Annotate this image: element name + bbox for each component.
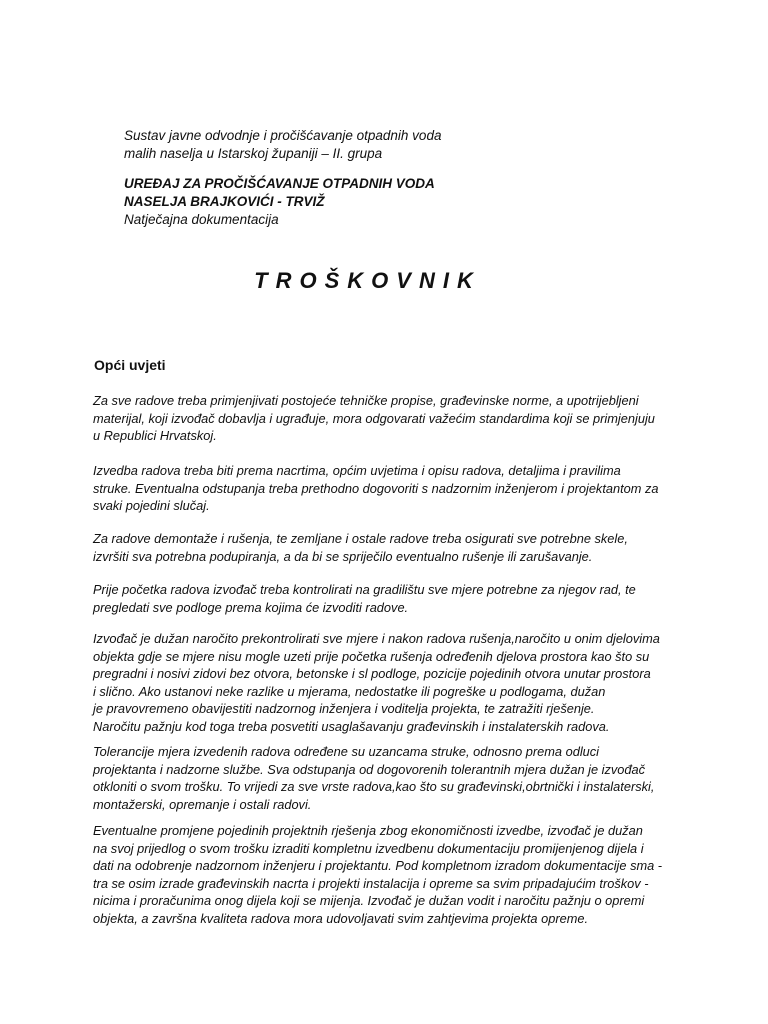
paragraph-line: u Republici Hrvatskoj. (93, 428, 217, 444)
paragraph-line: Za radove demontaže i rušenja, te zemljane i ostale radove treba osigurati sve potrebne skele, (93, 531, 628, 546)
paragraph-line: Izvedba radova treba biti prema nacrtima, općim uvjetima i opisu radova, detaljima i pravilima (93, 463, 621, 478)
facility-name-line-2: NASELJA BRAJKOVIĆI - TRVIŽ (124, 194, 325, 209)
paragraph-line: struke. Eventualna odstupanja treba prethodno dogovoriti s nadzornim inženjerom i projektantom za (93, 480, 659, 496)
paragraph-line: objekta, a završna kvaliteta radova mora udovoljavati svim zahtjevima projekta opreme. (93, 910, 589, 926)
paragraph-line: pregledati sve podloge prema kojima će izvoditi radove. (93, 599, 409, 615)
paragraph-line: otkloniti o svom trošku. To vrijedi za sve vrste radova,kao što su građevinski,obrtnički i instalaterski, (93, 779, 655, 795)
document-type: Natječajna dokumentacija (124, 212, 279, 227)
paragraph-line: objekta gdje se mjere nisu mogle uzeti prije početka rušenja određenih djelova prostora kao što su (93, 648, 650, 664)
paragraph-tolerances (93, 743, 683, 813)
paragraph-line: pregradni i nosivi zidovi bez otvora, betonske i sl podloge, pozicije pojedinih otvora unutar prostora (93, 666, 651, 682)
paragraph-line: svaki pojedini slučaj. (93, 498, 210, 514)
paragraph-execution (93, 462, 683, 515)
paragraph-measurements (93, 630, 683, 736)
project-name-line-2: malih naselja u Istarskoj županiji – II. grupa (124, 146, 383, 161)
document-header (124, 127, 544, 229)
project-name-line-1: Sustav javne odvodnje i pročišćavanje otpadnih voda (124, 128, 442, 143)
paragraph-line: projektanta i nadzorne službe. Sva odstupanja od dogovorenih tolerantnih mjera dužan je izvođač (93, 761, 646, 777)
paragraph-design-changes (93, 822, 683, 928)
paragraph-line: Naročitu pažnju kod toga treba posvetiti usaglašavanju građevinskih i instalaterskih radova. (93, 718, 610, 734)
paragraph-line: izvršiti sva potrebna podupiranja, a da bi se spriječilo eventualno rušenje ili zarušavanje. (93, 548, 593, 564)
paragraph-site-check (93, 581, 683, 616)
paragraph-general-standards (93, 392, 683, 445)
section-heading: Opći uvjeti (94, 357, 166, 373)
facility-name-line-1: UREĐAJ ZA PROČIŠĆAVANJE OTPADNIH VODA (124, 176, 435, 191)
paragraph-line: je pravovremeno obavijestiti nadzornog inženjera i voditelja projekta, te zatražiti rješenje. (93, 701, 595, 717)
paragraph-demolition (93, 530, 683, 565)
paragraph-line: na svoj prijedlog o svom trošku izraditi kompletnu izvedbenu dokumentaciju promijenjenog dijela i (93, 840, 644, 856)
paragraph-line: Izvođač je dužan naročito prekontrolirati sve mjere i nakon radova rušenja,naročito u onim djelovima (93, 631, 660, 646)
paragraph-line: nicima i proračunima onog dijela koji se mijenja. Izvođač je dužan vodit i naročitu pažnju o opremi (93, 893, 645, 909)
paragraph-line: dati na odobrenje nadzornom inženjeru i projektantu. Pod kompletnom izradom dokumentacije sma - (93, 858, 663, 874)
document-title: TROŠKOVNIK (254, 268, 481, 293)
paragraph-line: Tolerancije mjera izvedenih radova određene su uzancama struke, odnosno prema odluci (93, 744, 600, 759)
paragraph-line: Prije početka radova izvođač treba kontrolirati na gradilištu sve mjere potrebne za njegov rad, te (93, 582, 636, 597)
paragraph-line: tra se osim izrade građevinskih nacrta i projekti instalacija i opreme sa svim pripadajućim troškov - (93, 875, 649, 891)
paragraph-line: i slično. Ako ustanovi neke razlike u mjerama, nedostatke ili pogreške u podlogama, dužan (93, 683, 606, 699)
paragraph-line: montažerski, opremanje i ostali radovi. (93, 796, 312, 812)
paragraph-line: Za sve radove treba primjenjivati postojeće tehničke propise, građevinske norme, a upotrijebljeni (93, 393, 639, 408)
paragraph-line: materijal, koji izvođač dobavlja i ugrađuje, mora odgovarati važećim standardima koji se primjenjuju (93, 410, 655, 426)
paragraph-line: Eventualne promjene pojedinih projektnih rješenja zbog ekonomičnosti izvedbe, izvođač je dužan (93, 823, 643, 838)
